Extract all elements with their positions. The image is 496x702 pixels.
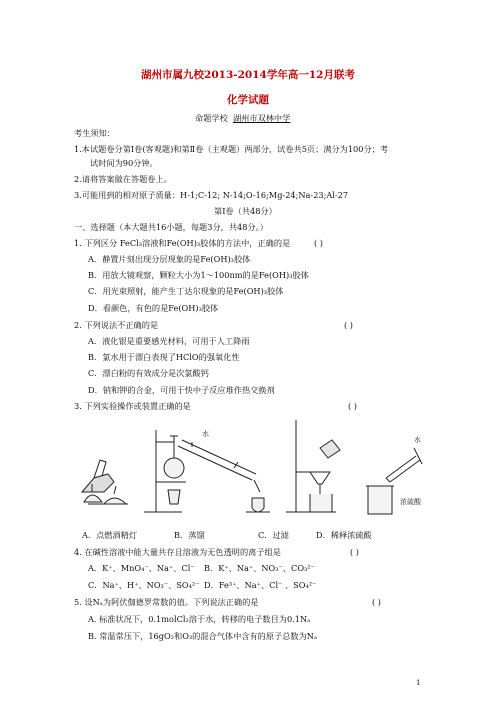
question-3-option-a: A．点燃酒精灯	[82, 530, 138, 540]
exam-subject: 化学试题	[227, 94, 269, 106]
question-2-option-d: D．钠和钾的合金，可用于快中子反应堆作热交换剂	[88, 385, 275, 395]
question-3-option-d: D．稀释浓硫酸	[316, 530, 372, 540]
question-3-option-c: C．过滤	[258, 530, 289, 540]
notice-item-1-cont: 试时间为90分钟。	[90, 158, 158, 168]
notice-heading: 考生须知：	[74, 128, 115, 138]
question-1-option-b: B．用放大镜观察，颗粒大小为1～100nm的是Fe(OH)₃胶体	[88, 270, 309, 280]
dilution-water-label: 水	[414, 436, 421, 444]
section-intro: 一、选择题（本大题共16小题，每题3分，共48分。）	[74, 222, 268, 232]
filtration-illustration	[286, 420, 340, 512]
sulfuric-acid-label: 浓硫酸	[400, 498, 421, 506]
page-number: 1	[416, 679, 421, 687]
distillation-illustration	[144, 430, 270, 512]
question-2-option-a: A．液化银是重要感光材料，可用于人工降雨	[88, 336, 250, 346]
question-2-stem: 2. 下列说法不正确的是	[74, 320, 159, 330]
question-2-option-b: B．氯水用于漂白表现了HClO的强氧化性	[88, 352, 240, 362]
question-5-bracket: ( )	[372, 597, 381, 607]
exam-title: 湖州市属九校2013-2014学年高一12月联考	[141, 69, 355, 81]
question-4-option-c: C．Na⁺、H⁺、NO₃⁻、SO₄²⁻	[88, 580, 200, 590]
question-1-stem: 1. 下列区分 FeCl₃溶液和Fe(OH)₃胶体的方法中，正确的是	[74, 238, 291, 248]
question-5-option-a: A. 标准状况下，0.1molCl₂溶于水，转移的电子数目为0.1Nₐ	[88, 614, 311, 624]
author-school-line	[195, 113, 290, 124]
section-title: 第Ⅰ卷（共48分）	[214, 206, 277, 216]
question-5-option-b: B. 常温常压下，16gO₂和O₃的混合气体中含有的原子总数为Nₐ	[88, 631, 318, 641]
question-3-option-b: B．蒸馏	[174, 530, 205, 540]
question-1-option-a: A．静置片刻出现分层现象的是Fe(OH)₃胶体	[88, 254, 251, 264]
question-2-bracket: ( )	[344, 320, 353, 330]
question-1-option-d: D．看颜色，有色的是Fe(OH)₃胶体	[88, 303, 219, 313]
notice-item-3: 3.可能用到的相对原子质量：H-1;C-12; N-14;O-16;Mg-24;Na-23;Al-27	[74, 190, 349, 200]
question-3-bracket: ( )	[348, 401, 357, 411]
condenser-water-label: 水	[202, 430, 209, 438]
lab-apparatus-figure	[74, 412, 434, 524]
question-4-option-d: D．Fe³⁺、Na⁺、Cl⁻ 、SO₄²⁻	[204, 580, 317, 590]
notice-item-2: 2.请将答案做在答题卷上。	[74, 174, 172, 184]
question-4-option-b: B．K⁺、Na⁺、NO₃⁻、CO₃²⁻	[204, 563, 315, 573]
question-1-bracket: ( )	[314, 238, 323, 248]
question-5-stem: 5. 设Nₐ为阿伏伽德罗常数的值。下列说法正确的是	[74, 597, 259, 607]
question-4-stem: 4. 在碱性溶液中能大量共存且溶液为无色透明的离子组是	[74, 547, 281, 557]
author-school-name: 湖州市双林中学	[232, 113, 291, 123]
question-4-option-a: A．K⁺、MnO₄⁻、Na⁺、Cl⁻	[88, 563, 195, 573]
question-2-option-c: C．漂白粉的有效成分是次氯酸钙	[88, 368, 209, 378]
question-1-option-c: C．用光束照射，能产生丁达尔现象的是Fe(OH)₃胶体	[88, 286, 284, 296]
question-3-stem: 3. 下列实验操作或装置正确的是	[74, 401, 191, 411]
notice-item-1: 1.本试题卷分第Ⅰ卷(客观题)和第Ⅱ卷（主观题）两部分，试卷共5页；满分为100分；考	[74, 144, 389, 154]
alcohol-lamp-illustration	[82, 460, 128, 504]
question-4-bracket: ( )	[350, 547, 359, 557]
author-school-label: 命题学校	[195, 113, 228, 123]
